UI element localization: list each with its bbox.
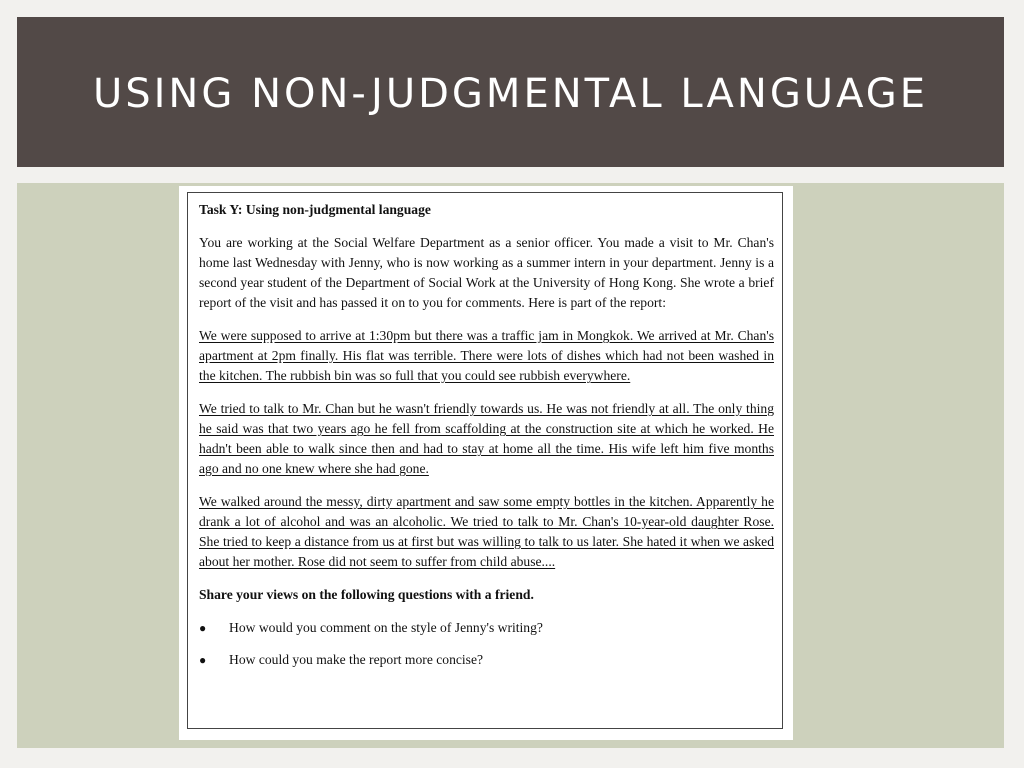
question-text: How would you comment on the style of Jenny's writing?: [229, 620, 543, 635]
task-intro: You are working at the Social Welfare Department as a senior officer. You made a visit to Mr. Chan's home last Wednesday with Jenny, who is now working as a summer intern in your department. Jenny is a second year student of the Department of Social Work at the University of Hong Kong. She wrote a brief report of the visit and has passed it on to you for comments. Here is part of the report:: [199, 235, 774, 310]
question-item: [199, 618, 774, 638]
document-image: [179, 186, 793, 740]
report-paragraph: We walked around the messy, dirty apartment and saw some empty bottles in the kitchen. Apparently he drank a lot of alcohol and was an alcoholic. We tried to talk to Mr. Chan's 10-year-old daughter Rose. She tried to keep a distance from us at first but was willing to talk to us later. She hated it when we asked about her mother. Rose did not seem to suffer from child abuse....: [199, 494, 774, 569]
slide-title: USING NON-JUDGMENTAL LANGUAGE: [92, 71, 929, 117]
task-title: Task Y: Using non-judgmental language: [199, 202, 431, 217]
share-prompt: Share your views on the following questions with a friend.: [199, 587, 534, 602]
task-box: [187, 192, 783, 729]
slide-title-bar: [17, 17, 1004, 167]
question-list: [199, 618, 774, 670]
question-text: How could you make the report more concise?: [229, 652, 484, 667]
question-item: [199, 650, 774, 670]
bullet-icon: ●: [199, 653, 207, 667]
report-paragraph: We tried to talk to Mr. Chan but he wasn't friendly towards us. He was not friendly at all. The only thing he said was that two years ago he fell from scaffolding at the construction site at which he worked. He hadn't been able to walk since then and had to stay at home all the time. His wife left him five months ago and no one knew where she had gone.: [199, 401, 774, 476]
bullet-icon: ●: [199, 621, 207, 635]
report-paragraph: We were supposed to arrive at 1:30pm but there was a traffic jam in Mongkok. We arrived at Mr. Chan's apartment at 2pm finally. His flat was terrible. There were lots of dishes which had not been washed in the kitchen. The rubbish bin was so full that you could see rubbish everywhere.: [199, 328, 774, 383]
